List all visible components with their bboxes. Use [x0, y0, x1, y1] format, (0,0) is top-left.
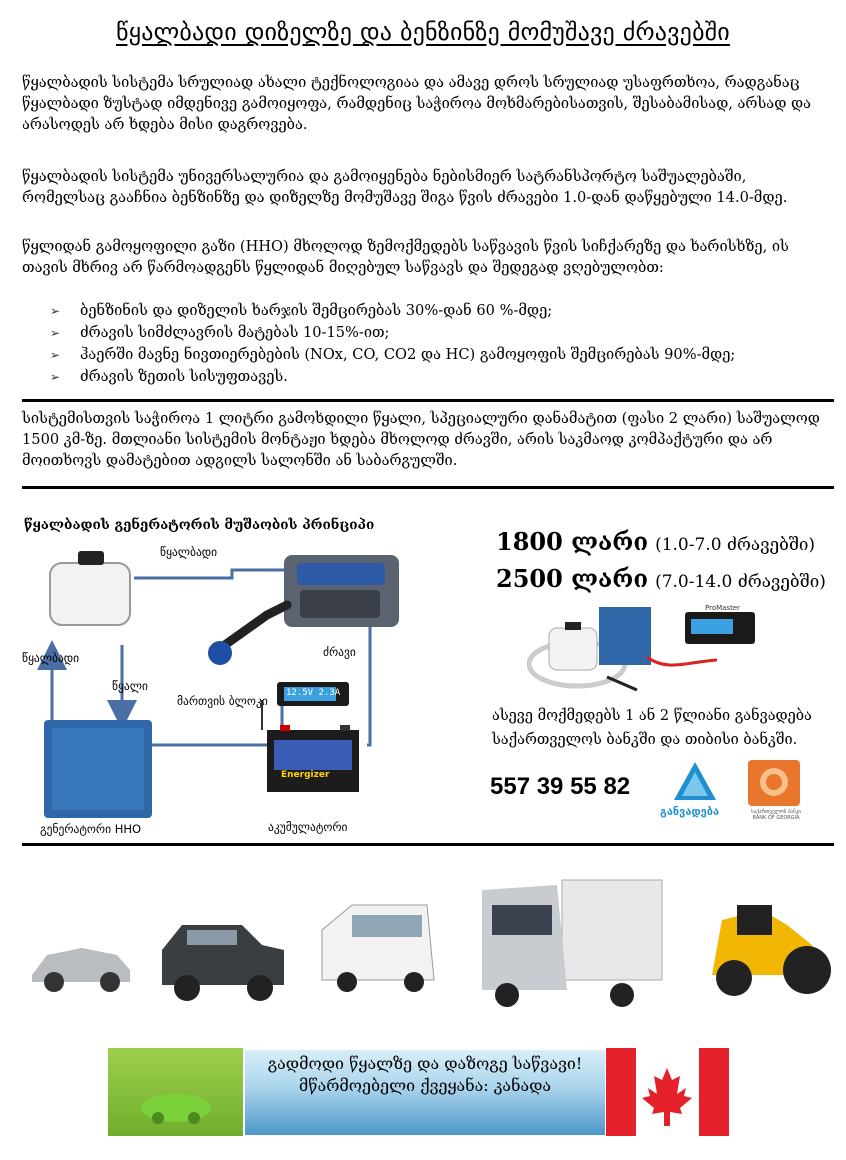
label-control-unit: მართვის ბლოკი	[177, 694, 268, 708]
bog-logo-icon	[748, 760, 800, 806]
list-item: ➢ ძრავის ზეთის სისუფთავეს.	[50, 366, 735, 388]
suv-icon	[162, 925, 284, 1001]
bog-logo-text: საქართველოს ბანკი BANK OF GEORGIA	[751, 809, 801, 821]
ganvadeba-logo-text: განვადება	[660, 805, 720, 818]
water-tank-icon	[50, 551, 130, 625]
control-unit-display: 12.5V 2.3A	[286, 688, 341, 698]
label-hydrogen-top: წყალბადი	[160, 545, 218, 559]
label-engine: ძრავი	[323, 645, 356, 659]
ganvadeba-logo-icon	[672, 760, 718, 802]
generator-diagram	[22, 535, 452, 840]
battery-brand: Energizer	[281, 770, 330, 780]
arrow-bullet-icon: ➢	[50, 304, 61, 318]
sedan-icon	[32, 948, 130, 992]
divider	[22, 399, 834, 402]
label-battery: აკუმულატორი	[268, 820, 348, 834]
label-hydrogen-left: წყალბადი	[22, 651, 80, 665]
label-water: წყალი	[112, 679, 148, 693]
label-generator: გენერატორი HHO	[40, 822, 142, 836]
eco-car-image	[108, 1048, 243, 1136]
hho-generator-icon	[44, 720, 152, 818]
intro-paragraph: წყალბადის სისტემა სრულიად ახალი ტექნოლოგიაა და ამავე დროს სრულიად უსაფრთხოა, რადგანაც წყალბადი ზუსტად იმდენივე გამოიყოფა, რამდენიც საჭიროა მოხმარებისათვის, შესაბამისად, არსად და არასოდეს არ ხდება მისი დაგროვება.	[22, 74, 812, 133]
canada-flag-icon	[606, 1048, 729, 1136]
hho-paragraph: წყლიდან გამოყოფილი გაზი (HHO) მხოლოდ ზემოქმედებს საწვავის წვის სიჩქარეზე და ხარისხზე, ის თავის მხრივ არ წარმოადგენს წყლიდან მიღებულ საწვავს და შედეგად ვღებულობთ:	[22, 238, 789, 276]
price-large-engines: 2500 ლარი (7.0-14.0 ძრავებში)	[496, 564, 826, 593]
engine-line	[367, 625, 370, 745]
list-item: ➢ ძრავის სიმძლავრის მატებას 10-15%-ით;	[50, 322, 735, 344]
tractor-icon	[712, 905, 831, 996]
water-banner	[245, 1050, 605, 1135]
arrow-bullet-icon: ➢	[50, 370, 61, 384]
battery-icon	[267, 725, 359, 792]
divider	[22, 486, 834, 489]
hho-kit-image	[527, 602, 772, 697]
installment-note: ასევე მოქმედებს 1 ან 2 წლიანი განვადება საქართველოს ბანკში და თიბისი ბანკში.	[492, 708, 812, 748]
universal-paragraph: წყალბადის სისტემა უნივერსალურია და გამოიყენება ნებისმიერ სატრანსპორტო საშუალებაში, რომელსაც გააჩნია ბენზინზე და დიზელზე მომუშავე შიგა წვის ძრავები 1.0-დან დაწყებული 14.0-მდე.	[22, 168, 788, 206]
banner-origin: მწარმოებელი ქვეყანა: კანადა	[298, 1076, 552, 1095]
van-icon	[322, 905, 434, 992]
arrow-bullet-icon: ➢	[50, 326, 61, 340]
diagram-title: წყალბადის გენერატორის მუშაობის პრინციპი	[24, 517, 375, 533]
benefits-list	[50, 300, 735, 388]
page-title: წყალბადი დიზელზე და ბენზინზე მომუშავე ძრავებში	[116, 18, 730, 46]
phone-number: 557 39 55 82	[490, 773, 631, 800]
hydrogen-flow-line	[134, 570, 284, 578]
divider	[22, 843, 834, 846]
price-small-engines: 1800 ლარი (1.0-7.0 ძრავებში)	[496, 527, 816, 556]
banner-slogan: გადმოდი წყალზე და დაზოგე საწვავი!	[267, 1054, 583, 1073]
kit-brand-label: ProMaster	[705, 604, 741, 612]
arrow-bullet-icon: ➢	[50, 348, 61, 362]
vehicles-row	[22, 870, 834, 1010]
truck-icon	[482, 880, 662, 1007]
system-note: სისტემისთვის საჭიროა 1 ლიტრი გამოხდილი წყალი, სპეციალური დანამატით (ფასი 2 ლარი) საშუალოდ 1500 კმ-ზე. მთლიანი სისტემის მონტაჟი ხდება მხოლოდ ძრავში, არის საკმაოდ კომპაქტური და არ მოითხოვს დამატებით ადგილს სალონში ან საბარგულში.	[22, 410, 820, 469]
list-item: ➢ ბენზინის და დიზელის ხარჯის შემცირებას 30%-დან 60 %-მდე;	[50, 300, 735, 322]
list-item: ➢ ჰაერში მავნე ნივთიერებების (NOx, CO, CO2 და HC) გამოყოფის შემცირებას 90%-მდე;	[50, 344, 735, 366]
